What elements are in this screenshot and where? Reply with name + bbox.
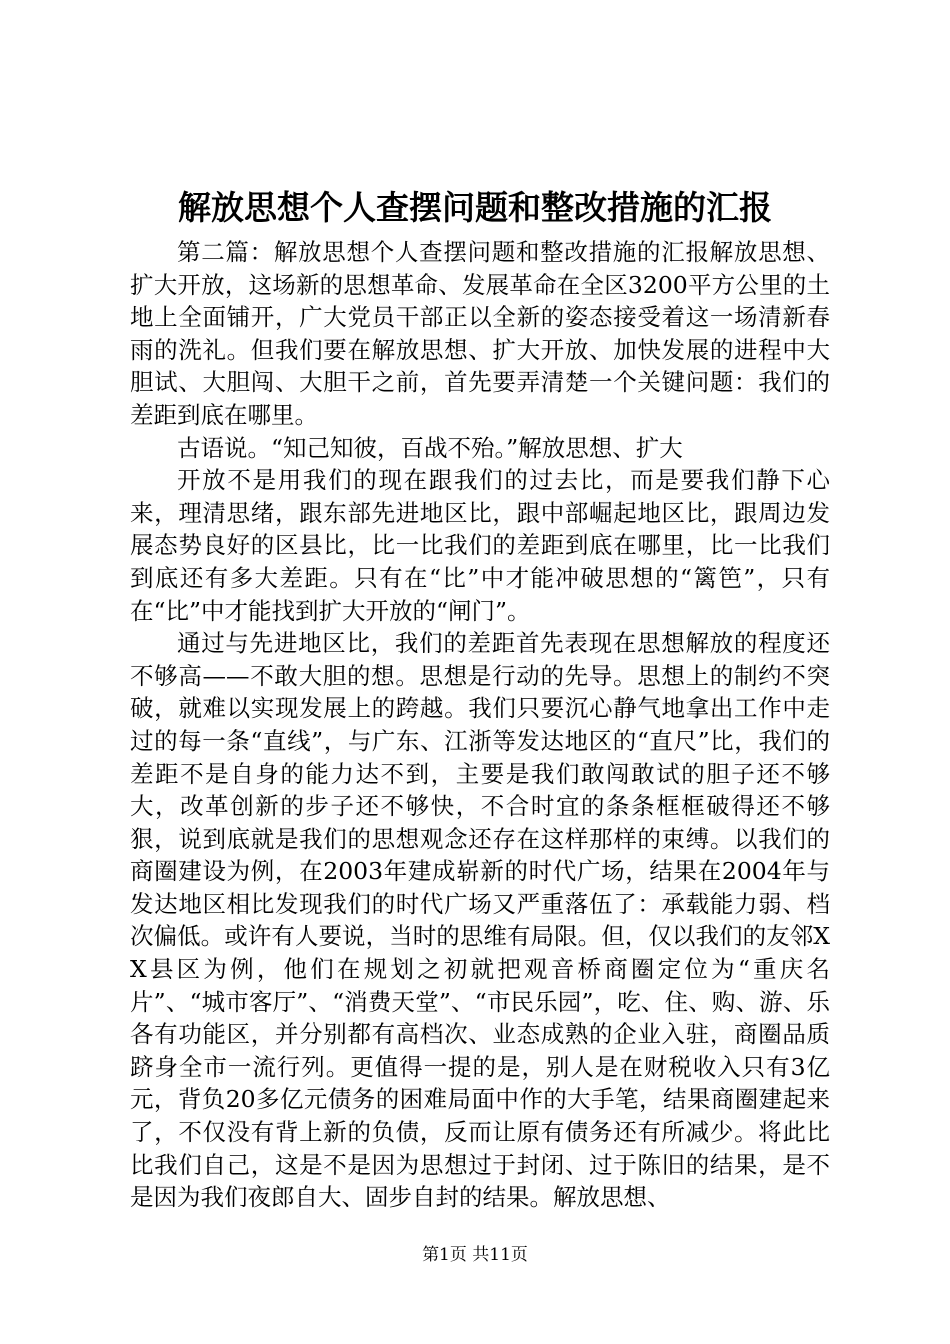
page-number: 第1页 共11页 — [422, 1245, 528, 1265]
document-body — [130, 236, 830, 1214]
paragraph-3: 开放不是用我们的现在跟我们的过去比，而是要我们静下心来，理清思绪，跟东部先进地区比，跟中部崛起地区比，跟周边发展态势良好的区县比，比一比我们的差距到底在哪里，比一比我们到底还有多大差距。只有在“比”中才能冲破思想的“篱笆”，只有在“比”中才能找到扩大开放的“闸门”。 — [130, 466, 830, 625]
document-title: 解放思想个人查摆问题和整改措施的汇报 — [178, 188, 772, 227]
paragraph-2: 古语说。“知己知彼，百战不殆。”解放思想、扩大 — [177, 433, 683, 462]
paragraph-1: 第二篇：解放思想个人查摆问题和整改措施的汇报解放思想、扩大开放，这场新的思想革命、发展革命在全区3200平方公里的土地上全面铺开，广大党员干部正以全新的姿态接受着这一场清新春雨的洗礼。但我们要在解放思想、扩大开放、加快发展的进程中大胆试、大胆闯、大胆干之前，首先要弄清楚一个关键问题：我们的差距到底在哪里。 — [130, 238, 830, 429]
paragraph-4: 通过与先进地区比，我们的差距首先表现在思想解放的程度还不够高——不敢大胆的想。思想是行动的先导。思想上的制约不突破，就难以实现发展上的跨越。我们只要沉心静气地拿出工作中走过的每一条“直线”，与广东、江浙等发达地区的“直尺”比，我们的差距不是自身的能力达不到，主要是我们敢闯敢试的胆子还不够大，改革创新的步子还不够快，不合时宜的条条框框破得还不够狠，说到底就是我们的思想观念还存在这样那样的束缚。以我们的商圈建设为例，在2003年建成崭新的时代广场，结果在2004年与发达地区相比发现我们的时代广场又严重落伍了：承载能力弱、档次偏低。或许有人要说，当时的思维有局限。但，仅以我们的友邻XX县区为例，他们在规划之初就把观音桥商圈定位为“重庆名片”、“城市客厅”、“消费天堂”、“市民乐园”，吃、住、购、游、乐各有功能区，并分别都有高档次、业态成熟的企业入驻，商圈品质跻身全市一流行列。更值得一提的是，别人是在财税收入只有3亿元，背负20多亿元债务的困难局面中作的大手笔，结果商圈建起来了，不仅没有背上新的负债，反而让原有债务还有所减少。将此比比我们自己，这是不是因为思想过于封闭、过于陈旧的结果，是不是因为我们夜郎自大、固步自封的结果。解放思想、 — [130, 629, 830, 1212]
